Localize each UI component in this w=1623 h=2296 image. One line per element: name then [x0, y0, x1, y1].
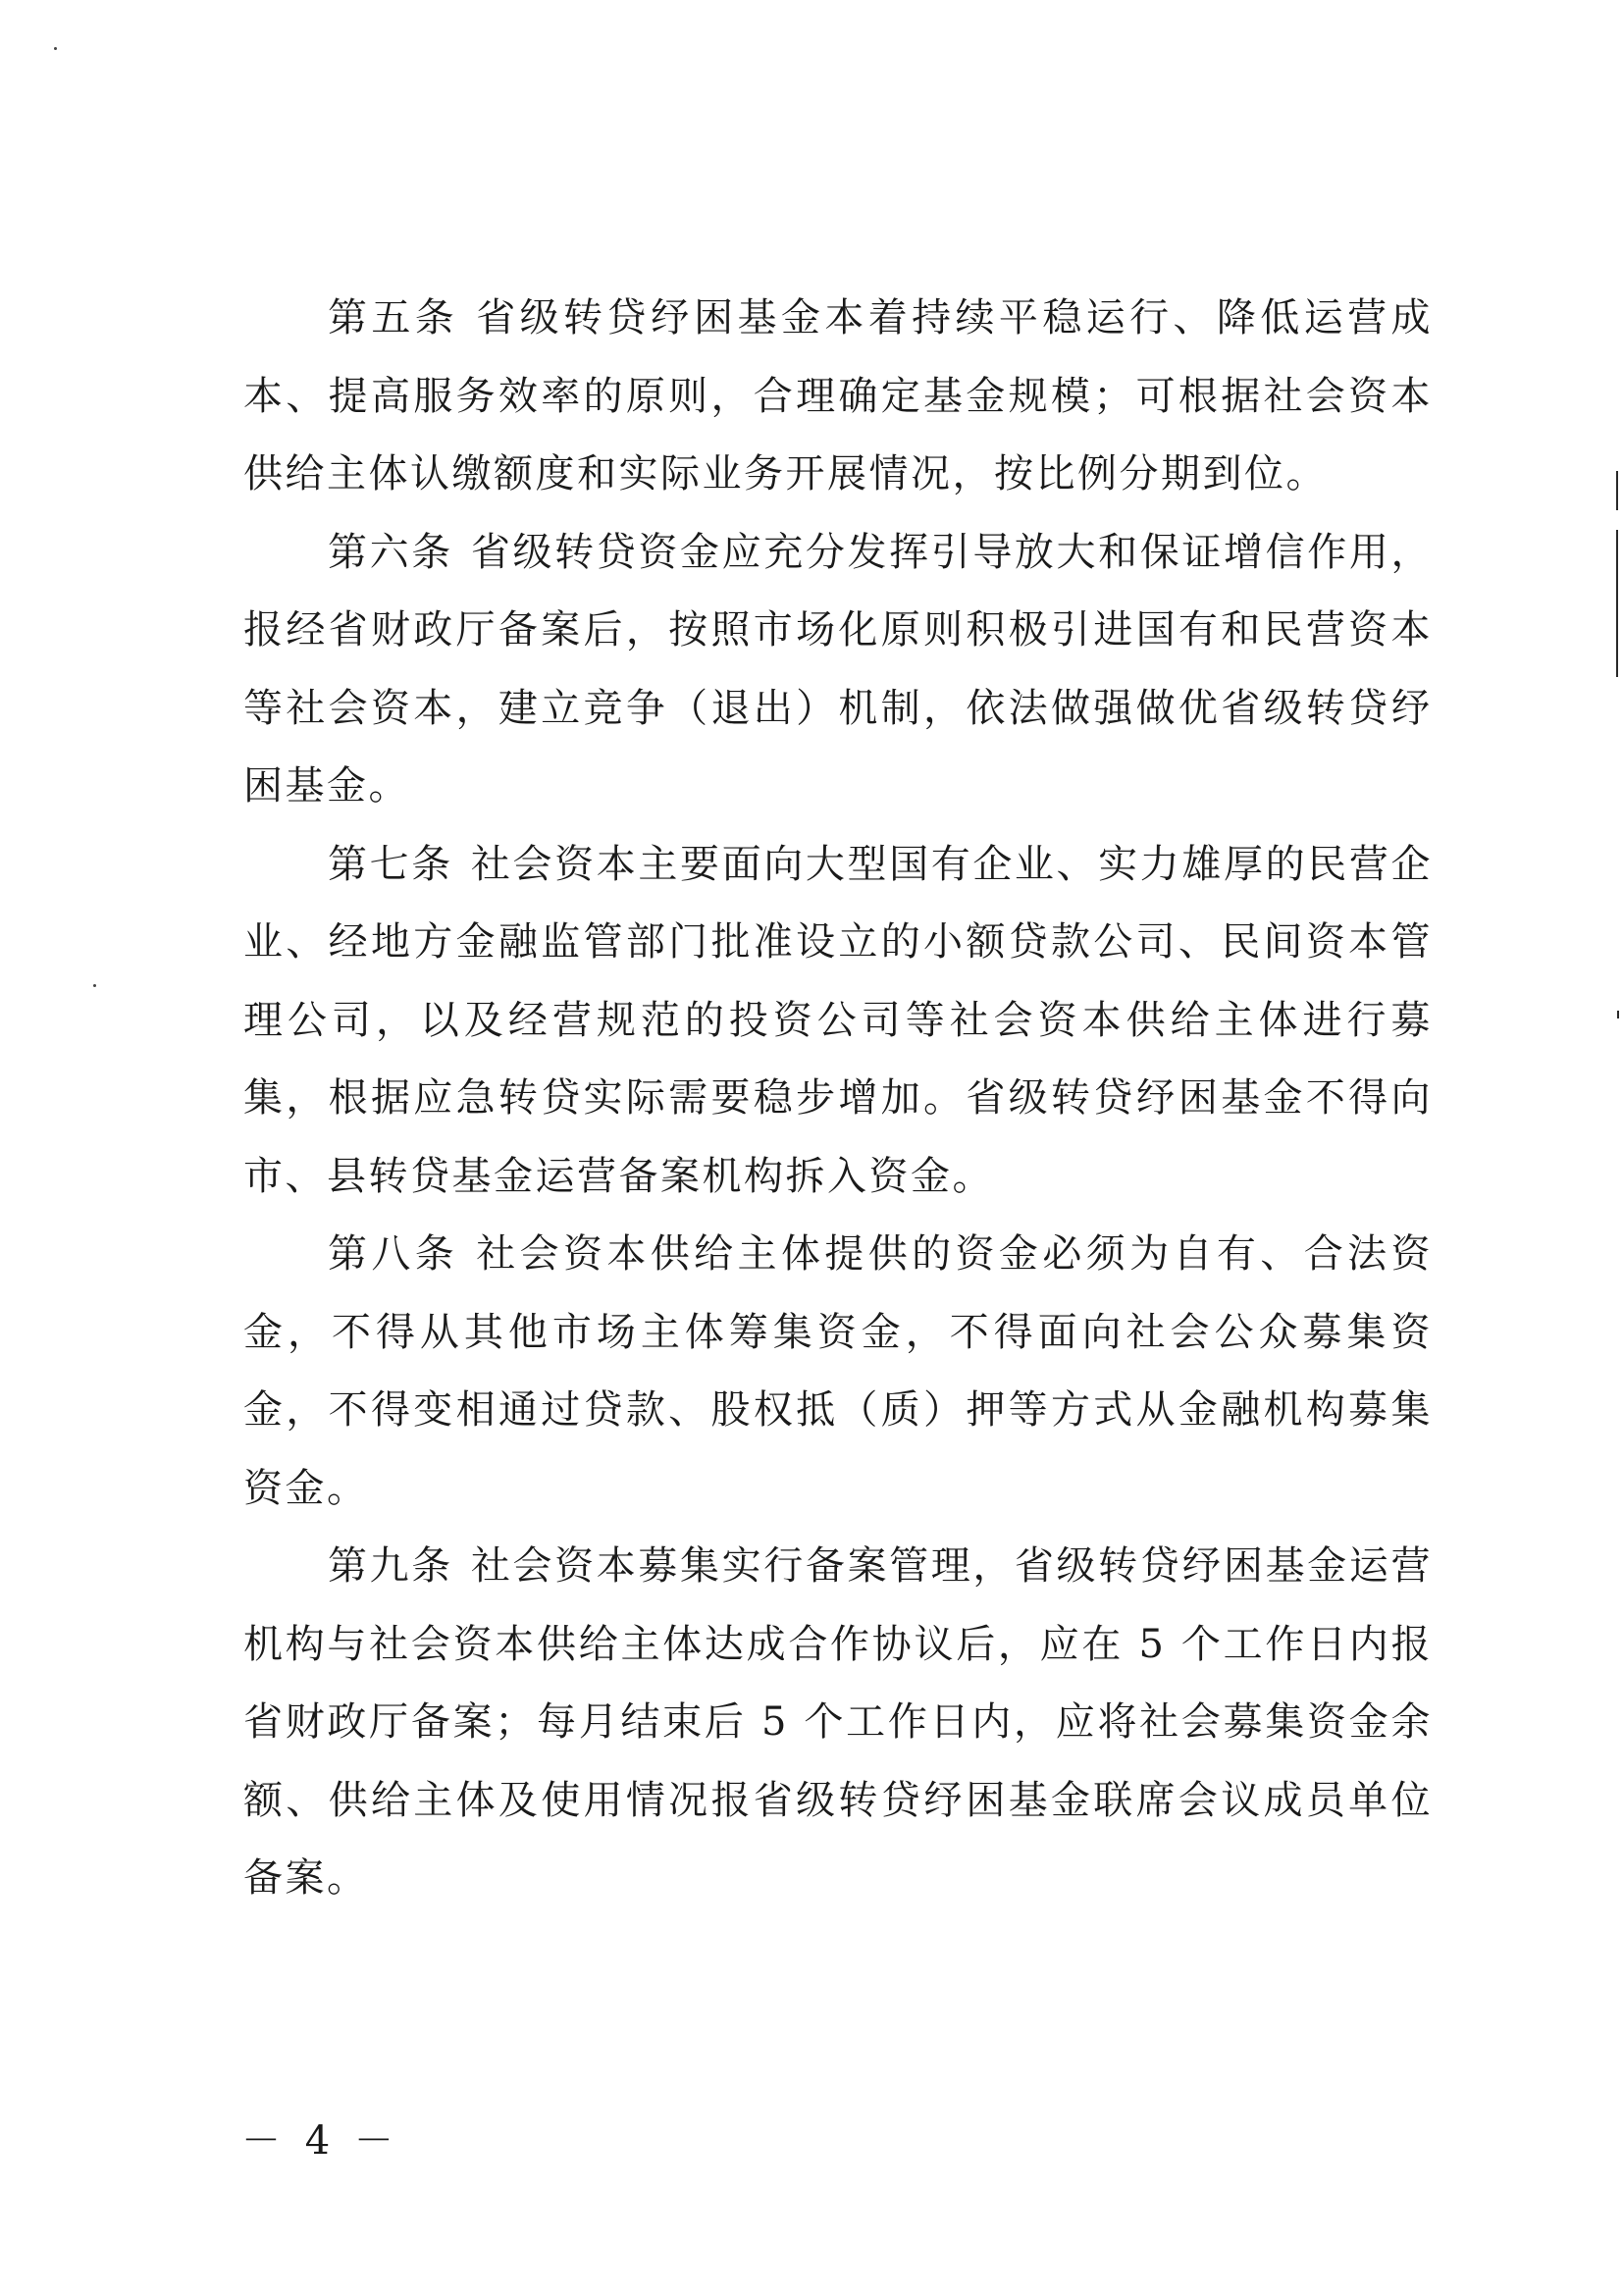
article-text: 省级转贷资金应充分发挥引导放大和保证增信作用，报经省财政厅备案后，按照市场化原则积极引进国有和民营资本等社会资本，建立竞争（退出）机制，依法做强做优省级转贷纾困基金。 — [243, 529, 1434, 809]
article-text: 社会资本募集实行备案管理，省级转贷纾困基金运营机构与社会资本供给主体达成合作协议后，应在 5 个工作日内报省财政厅备案；每月结束后 5 个工作日内，应将社会募集资金余额、供给主体及使用情况报省级转贷纾困基金联席会议成员单位备案。 — [243, 1543, 1434, 1901]
page-number: － 4 － — [241, 2118, 399, 2164]
article-text: 社会资本供给主体提供的资金必须为自有、合法资金，不得从其他市场主体筹集资金，不得面向社会公众募集资金，不得变相通过贷款、股权抵（质）押等方式从金融机构募集资金。 — [243, 1231, 1433, 1511]
article-number: 第八条 — [328, 1231, 459, 1277]
article-text: 社会资本主要面向大型国有企业、实力雄厚的民营企业、经地方金融监管部门批准设立的小额贷款公司、民间资本管理公司，以及经营规范的投资公司等社会资本供给主体进行募集，根据应急转贷实际需要稳步增加。省级转贷纾困基金不得向市、县转贷基金运营备案机构拆入资金。 — [243, 841, 1434, 1199]
scan-edge-mark — [1616, 530, 1618, 677]
scan-edge-mark — [1617, 1011, 1619, 1018]
document-body — [243, 280, 1433, 1918]
article-text: 省级转贷纾困基金本着持续平稳运行、降低运营成本、提高服务效率的原则，合理确定基金规模；可根据社会资本供给主体认缴额度和实际业务开展情况，按比例分期到位。 — [243, 295, 1433, 496]
article-7 — [243, 826, 1433, 1217]
scan-speck — [93, 984, 96, 987]
article-5 — [243, 280, 1433, 514]
article-number: 第五条 — [328, 295, 459, 340]
scan-edge-mark — [1616, 471, 1618, 510]
article-6 — [243, 514, 1433, 826]
article-number: 第六条 — [328, 529, 453, 575]
article-number: 第九条 — [328, 1543, 453, 1589]
article-9 — [243, 1528, 1433, 1918]
article-number: 第七条 — [328, 841, 453, 887]
article-8 — [243, 1216, 1433, 1528]
scan-speck — [54, 47, 57, 50]
